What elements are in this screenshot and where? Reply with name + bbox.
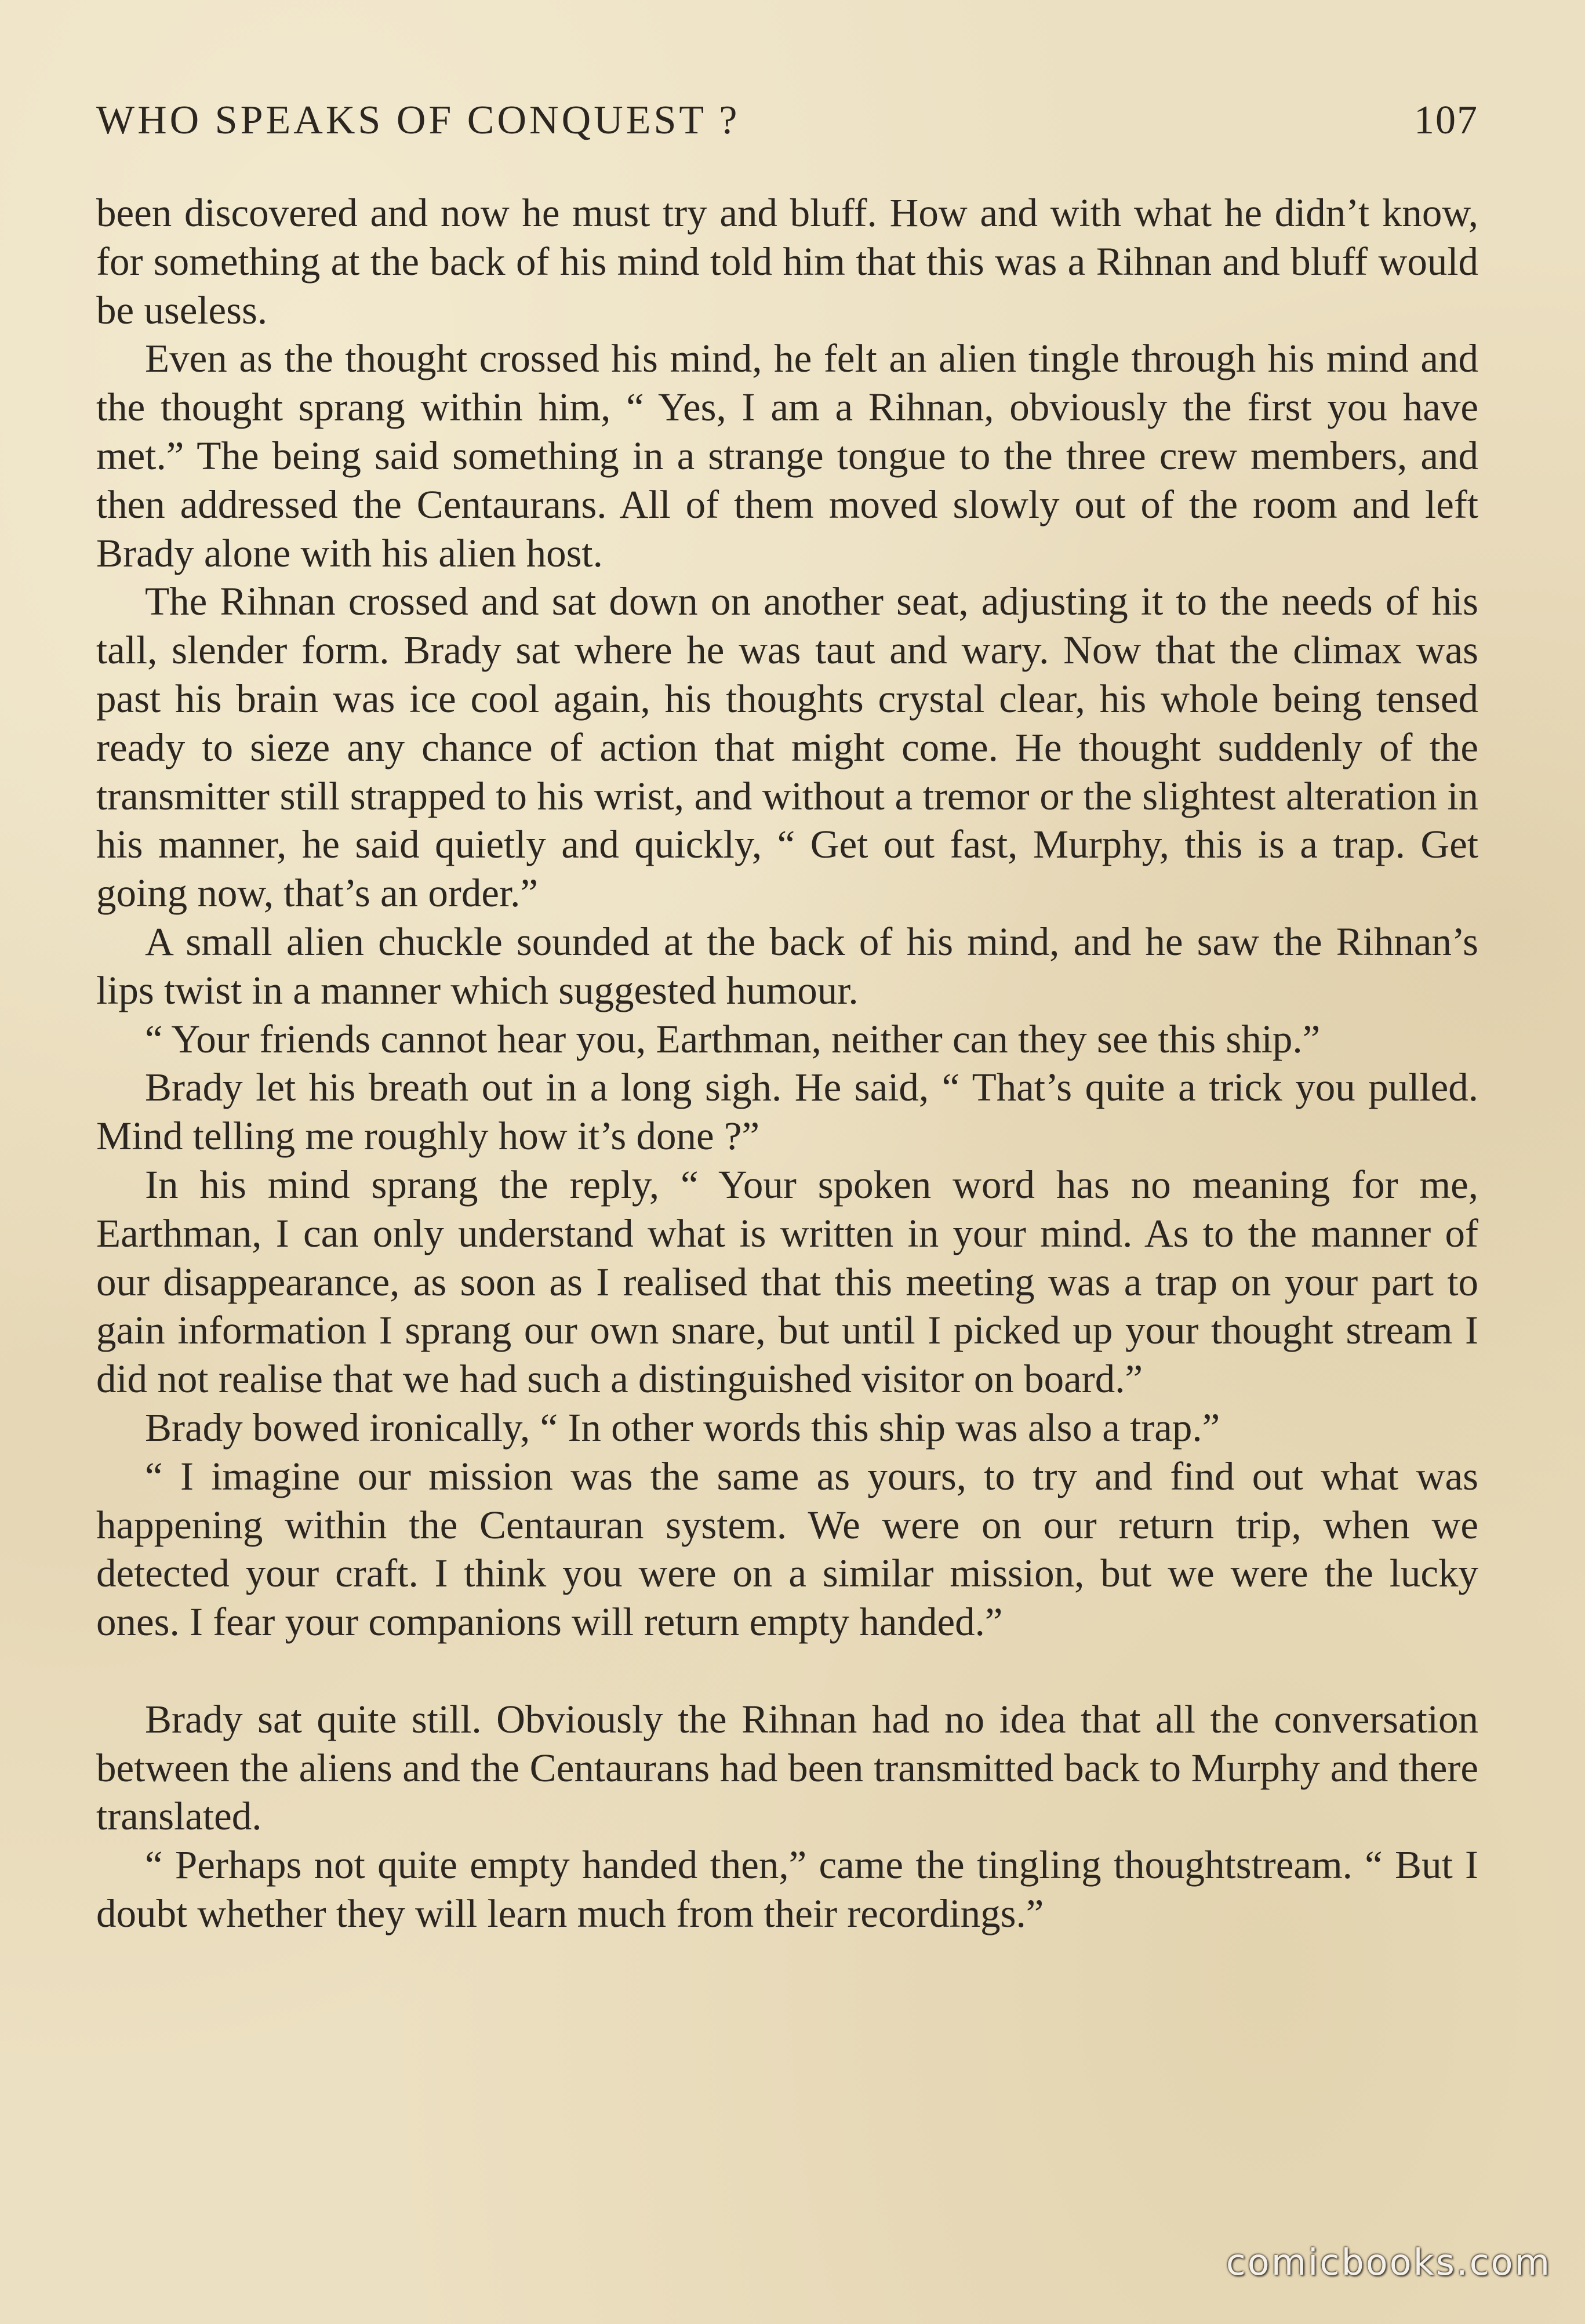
paragraph-9: “ I imagine our mission was the same as yours, to try and find out what was happening within the Centauran system. We were on our return trip, when we detected your craft. I think you were on a similar mission, but we were the lucky ones. I fear your companions will return empty handed.” bbox=[96, 1454, 1478, 1644]
page-number: 107 bbox=[1414, 98, 1478, 143]
paragraph-11: “ Perhaps not quite empty handed then,” came the tingling thoughtstream. “ But I doubt whether they will learn much from their recordings.” bbox=[96, 1843, 1478, 1936]
paragraph-1: been discovered and now he must try and bluff. How and with what he didn’t know, for something at the back of his mind told him that this was a Rihnan and bluff would be useless. bbox=[96, 191, 1478, 332]
watermark-logo: comicbooks.com bbox=[1226, 2241, 1551, 2283]
paragraph-6: Brady let his breath out in a long sigh. He said, “ That’s quite a trick you pulled. Mind telling me roughly how it’s done ?” bbox=[96, 1065, 1478, 1159]
paragraph-10: Brady sat quite still. Obviously the Rihnan had no idea that all the conversation between the aliens and the Centaurans had been transmitted back to Murphy and there translated. bbox=[96, 1697, 1478, 1839]
paragraph-3: The Rihnan crossed and sat down on another seat, adjusting it to the needs of his tall, slender form. Brady sat where he was taut and wary. Now that the climax was past his brain was ice cool again, his thoughts crystal clear, his whole being tensed ready to sieze any chance of action that might come. He thought suddenly of the transmitter still strapped to his wrist, and without a tremor or the slightest alteration in his manner, he said quietly and quickly, “ Get out fast, Murphy, this is a trap. Get going now, that’s an order.” bbox=[96, 579, 1478, 916]
running-title: WHO SPEAKS OF CONQUEST ? bbox=[96, 98, 740, 143]
paragraph-2: Even as the thought crossed his mind, he felt an alien tingle through his mind and the thought sprang within him, “ Yes, I am a Rihnan, obviously the first you have met.” The being said something in a strange tongue to the three crew members, and then addressed the Centaurans. All of them moved slowly out of the room and left Brady alone with his alien host. bbox=[96, 336, 1478, 575]
paragraph-4: A small alien chuckle sounded at the back of his mind, and he saw the Rihnan’s lips twist in a manner which suggested humour. bbox=[96, 919, 1478, 1012]
paragraph-8: Brady bowed ironically, “ In other words this ship was also a trap.” bbox=[145, 1405, 1220, 1450]
body-text bbox=[96, 189, 1478, 1938]
paragraph-7: In his mind sprang the reply, “ Your spoken word has no meaning for me, Earthman, I can only understand what is written in your mind. As to the manner of our disappearance, as soon as I realised that this meeting was a trap on your part to gain information I sprang our own snare, but until I picked up your thought stream I did not realise that we had such a distinguished visitor on board.” bbox=[96, 1162, 1478, 1401]
running-head bbox=[96, 93, 1478, 148]
paragraph-5: “ Your friends cannot hear you, Earthman, neither can they see this ship.” bbox=[145, 1016, 1321, 1061]
